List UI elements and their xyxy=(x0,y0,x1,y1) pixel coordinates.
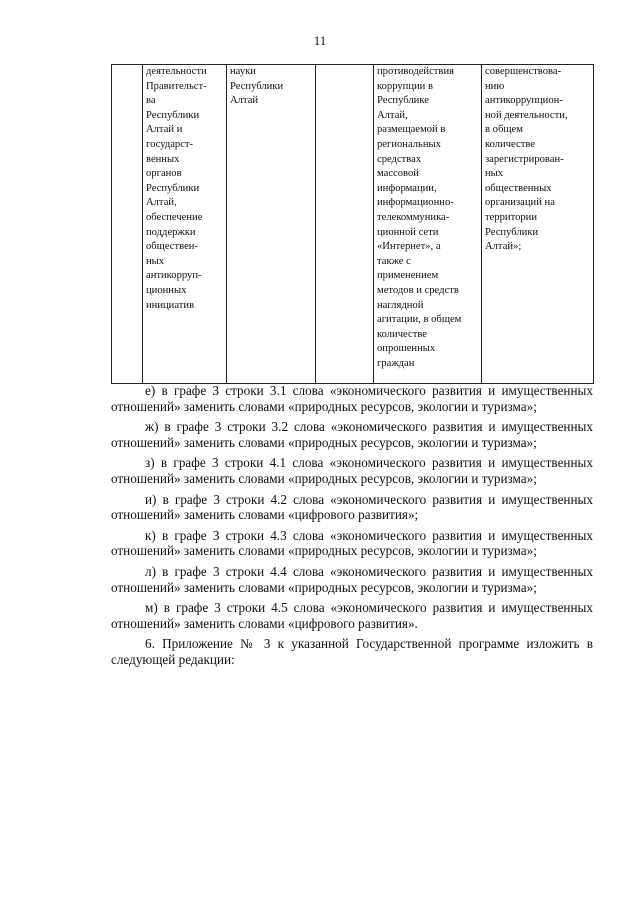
page-number: 11 xyxy=(313,33,327,48)
paragraph-m: м) в графе 3 строки 4.5 слова «экономического развития и имущественных отношений» заменить словами «цифрового развития». xyxy=(111,600,593,631)
table-cell-4 xyxy=(316,65,374,384)
amendment-paragraphs xyxy=(111,383,593,673)
table-cell-5: противодействия коррупции в Республике Алтай, размещаемой в региональных средствах массовой информации, информационно- телекоммуника- ционной сети «Интернет», а также с применением методов и средств наглядной агитации, в общем количестве опрошенных граждан xyxy=(374,65,482,384)
paragraph-6: 6. Приложение № 3 к указанной Государственной программе изложить в следующей редакции: xyxy=(111,636,593,667)
paragraph-l: л) в графе 3 строки 4.4 слова «экономического развития и имущественных отношений» заменить словами «природных ресурсов, экологии и туризма»; xyxy=(111,563,593,595)
table-row xyxy=(112,65,594,384)
paragraph-i: и) в графе 3 строки 4.2 слова «экономического развития и имущественных отношений» заменить словами «цифрового развития»; xyxy=(111,491,593,523)
table-cell-6: совершенствова- нию антикоррупцион- ной деятельности, в общем количестве зарегистрирован- ных общественных организаций на территории Республики Алтай»; xyxy=(482,65,594,384)
paragraph-e: е) в графе 3 строки 3.1 слова «экономического развития и имущественных отношений» заменить словами «природных ресурсов, экологии и туризма»; xyxy=(111,383,593,414)
paragraph-zh: ж) в графе 3 строки 3.2 слова «экономического развития и имущественных отношений» заменить словами «природных ресурсов, экологии и туризма»; xyxy=(111,419,593,450)
table-cell-3: науки Республики Алтай xyxy=(227,65,316,384)
paragraph-k: к) в графе 3 строки 4.3 слова «экономического развития и имущественных отношений» заменить словами «природных ресурсов, экологии и туризма»; xyxy=(111,527,593,559)
table-cell-1 xyxy=(112,65,143,384)
table-cell-2: деятельности Правительст- ва Республики Алтай и государст- венных органов Республики Алтай, обеспечение поддержки обществен- ных антикорруп- ционных инициатив xyxy=(143,65,227,384)
paragraph-z: з) в графе 3 строки 4.1 слова «экономического развития и имущественных отношений» заменить словами «природных ресурсов, экологии и туризма»; xyxy=(111,455,593,486)
continuation-table xyxy=(111,64,594,384)
